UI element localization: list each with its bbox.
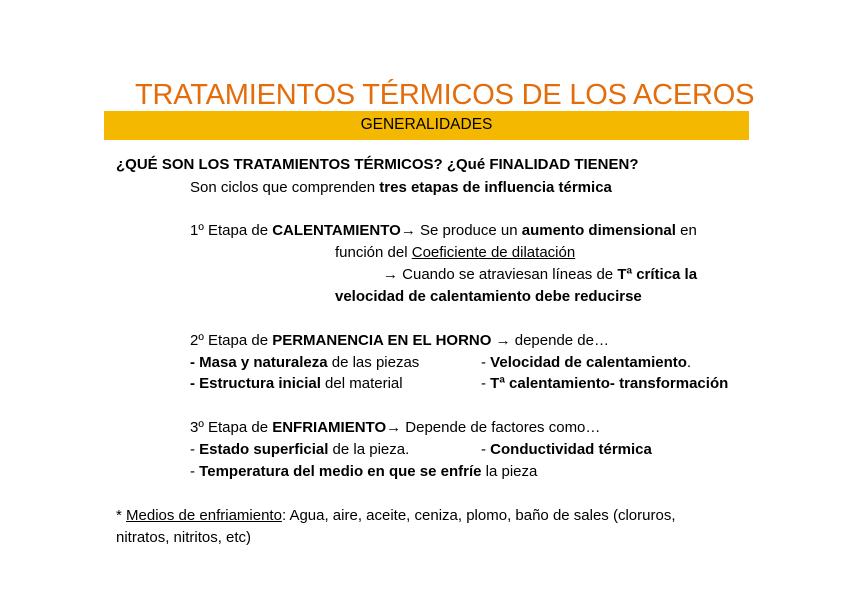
list-item [190,440,409,460]
subtitle-band [104,111,749,140]
stage1-line3-text: Cuando se atraviesan líneas de [398,266,618,283]
stage3-text: Depende de factores como… [401,419,601,436]
list-dash: - [190,463,200,480]
list-item [190,462,537,482]
slide-title: TRATAMIENTOS TÉRMICOS DE LOS ACEROS [135,79,755,111]
intro-line [190,178,612,198]
list-item-bold: Velocidad de calentamiento [490,354,687,371]
list-item [190,374,403,394]
list-item-bold: Masa y naturaleza [199,354,328,371]
stage2-name: PERMANENCIA EN EL HORNO [272,332,492,349]
media-underline: Medios de enfriamiento [126,507,282,524]
list-item-bold: Estado superficial [199,441,329,458]
stage1-line2-text: función del [335,244,412,261]
question-heading [116,155,639,175]
stage1-prefix: 1º Etapa de [190,222,273,239]
stage1-line4 [335,287,642,307]
list-dash: - [190,354,200,371]
stage1-line2 [335,243,575,263]
media-line2 [116,528,251,548]
list-dash: - [190,441,200,458]
list-dash: - [481,354,491,371]
stage1-line4-bold: velocidad de calentamiento debe reducirse [335,288,642,305]
stage3-prefix: 3º Etapa de [190,419,273,436]
intro-text: Son ciclos que comprenden [190,179,380,196]
list-item-text: del material [320,375,403,392]
list-dash: - [481,375,491,392]
list-item-bold: Tª calentamiento- transformación [490,375,729,392]
stage1-bold-a: aumento dimensional [521,222,676,239]
list-item [481,440,652,460]
stage1-line2-underline: Coeficiente de dilatación [411,244,576,261]
media-text: : Agua, aire, aceite, ceniza, plomo, baño de sales (cloruros, [281,507,676,524]
media-line2-text: nitratos, nitritos, etc) [116,529,252,546]
list-item-bold: Temperatura del medio en que se enfríe [199,463,482,480]
arrow-icon: → [383,266,398,283]
stage1-text-a: Se produce un [415,222,522,239]
stage2-heading [190,331,609,351]
list-item [190,353,419,373]
list-item-text: . [686,354,692,371]
list-dash: - [481,441,491,458]
stage2-text: depende de… [510,332,609,349]
stage1-line3 [383,265,697,285]
media-star: * [116,507,127,524]
list-item-text: de la pieza. [328,441,410,458]
intro-bold: tres etapas de influencia térmica [379,179,612,196]
question-text: ¿QUÉ SON LOS TRATAMIENTOS TÉRMICOS? ¿Qué FINALIDAD TIENEN? [116,156,639,173]
stage3-name: ENFRIAMIENTO [272,419,387,436]
stage2-prefix: 2º Etapa de [190,332,273,349]
list-item-bold: Conductividad térmica [490,441,652,458]
list-item-text: de las piezas [327,354,420,371]
stage1-text-b: en [675,222,697,239]
stage1-name: CALENTAMIENTO [272,222,401,239]
arrow-icon: → [386,419,402,436]
arrow-icon: → [400,222,416,239]
list-item-bold: Estructura inicial [199,375,321,392]
list-item [481,374,728,394]
stage1-heading [190,221,697,241]
arrow-icon: → [495,332,511,349]
list-item-text: la pieza [481,463,538,480]
list-item [481,353,691,373]
stage1-line3-bold: Tª crítica la [617,266,698,283]
stage3-heading [190,418,600,438]
list-dash: - [190,375,200,392]
slide-subtitle: GENERALIDADES [360,116,493,133]
media-line1 [116,506,676,526]
